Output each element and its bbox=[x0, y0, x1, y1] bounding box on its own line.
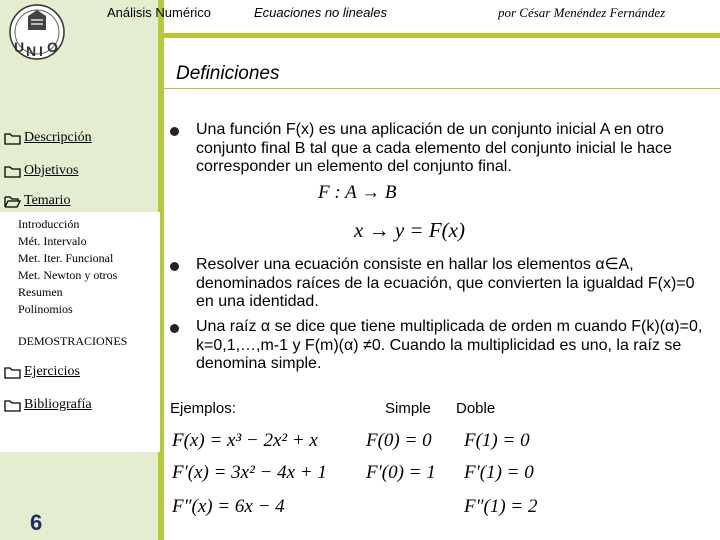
folder-icon bbox=[4, 398, 21, 412]
temario-item[interactable]: Mét. Intervalo bbox=[18, 234, 87, 248]
nav-demostraciones[interactable]: DEMOSTRACIONES bbox=[18, 334, 128, 348]
example-first-derivative: F′(x) = 3x² − 4x + 1 bbox=[172, 462, 327, 483]
formula-function: x → y = F(x) bbox=[354, 218, 465, 242]
svg-text:I: I bbox=[39, 43, 43, 59]
nav-ejercicios[interactable] bbox=[4, 364, 80, 380]
example-function: F(x) = x³ − 2x² + x bbox=[172, 430, 318, 451]
formula-mapping: F : A → B bbox=[318, 182, 397, 203]
page-title: Definiciones bbox=[176, 63, 280, 84]
open-folder-icon bbox=[4, 194, 21, 208]
temario-item[interactable]: Introducción bbox=[18, 217, 80, 231]
simple-f-value: F(0) = 0 bbox=[366, 430, 432, 451]
svg-text:N: N bbox=[26, 43, 37, 59]
nav-temario[interactable] bbox=[4, 193, 70, 209]
doble-f2-value: F″(1) = 2 bbox=[464, 496, 538, 517]
temario-item[interactable]: Met. Iter. Funcional bbox=[18, 251, 114, 265]
university-logo bbox=[6, 2, 68, 62]
nav-label: Descripción bbox=[24, 130, 92, 145]
folder-icon bbox=[4, 164, 21, 178]
temario-item[interactable]: Met. Newton y otros bbox=[18, 268, 118, 282]
nav-objetivos[interactable] bbox=[4, 163, 78, 179]
folder-icon bbox=[4, 365, 21, 379]
doble-f-value: F(1) = 0 bbox=[464, 430, 530, 451]
course-name: Análisis Numérico bbox=[107, 5, 212, 20]
equation-paragraph: Resolver una ecuación consiste en hallar los elementos α∈A, denominados raíces de la ecuación, que convierten la igualdad F(x)=0 en una identidad. bbox=[196, 256, 695, 310]
doble-f1-value: F′(1) = 0 bbox=[464, 462, 534, 483]
folder-icon bbox=[4, 131, 21, 145]
simple-label: Simple bbox=[385, 400, 431, 417]
bullet-icon bbox=[170, 127, 179, 136]
multiplicity-paragraph: Una raíz α se dice que tiene multiplicada de orden m cuando F(k)(α)=0, k=0,1,…,m-1 y F(m)(α) ≠0. Cuando la multiplicidad es uno, la raíz se denomina simple. bbox=[196, 318, 703, 372]
example-second-derivative: F″(x) = 6x − 4 bbox=[172, 496, 285, 517]
simple-f1-value: F′(0) = 1 bbox=[366, 462, 436, 483]
examples-label: Ejemplos: bbox=[170, 400, 236, 417]
bullet-icon bbox=[170, 262, 179, 271]
nav-label: Temario bbox=[24, 193, 71, 208]
temario-item[interactable]: Resumen bbox=[18, 285, 63, 299]
nav-label: Ejercicios bbox=[24, 364, 80, 379]
header-rule bbox=[164, 33, 720, 38]
temario-item[interactable]: Polinomios bbox=[18, 302, 73, 316]
definition-paragraph: Una función F(x) es una aplicación de un conjunto inicial A en otro conjunto final B tal que a cada elemento del conjunto inicial le hace corresponder un elemento del conjunto final. bbox=[196, 121, 672, 175]
page-number: 6 bbox=[30, 510, 43, 535]
author-name: por César Menéndez Fernández bbox=[498, 5, 666, 20]
nav-label: Bibliografía bbox=[24, 397, 92, 412]
title-rule bbox=[164, 88, 720, 89]
svg-text:U: U bbox=[14, 39, 25, 55]
nav-label: Objetivos bbox=[24, 163, 79, 178]
topic-name: Ecuaciones no lineales bbox=[254, 5, 387, 20]
bullet-icon bbox=[170, 324, 179, 333]
nav-bibliografia[interactable] bbox=[4, 397, 92, 413]
nav-descripcion[interactable] bbox=[4, 130, 92, 146]
svg-text:O: O bbox=[47, 39, 58, 55]
doble-label: Doble bbox=[456, 400, 496, 417]
